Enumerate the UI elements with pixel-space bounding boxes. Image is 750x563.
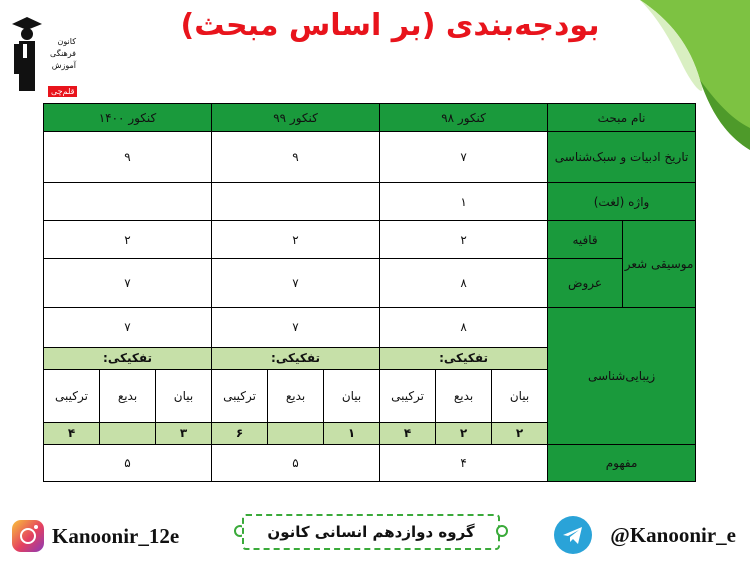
row-label-vocab: واژه (لغت) [548, 183, 696, 221]
header-row [44, 104, 696, 132]
breakdown-label-1400: تفکیکی: [44, 347, 212, 369]
cell-literature-99: ۹ [212, 132, 380, 183]
subheader-tarkibi-1400: ترکیبی [44, 369, 100, 422]
subheader-badi-99: بدیع [268, 369, 324, 422]
cell-aesthetics-98: ۸ [380, 307, 548, 347]
row-label-qafiyeh: قافیه [548, 221, 623, 259]
cell-concept-1400: ۵ [44, 444, 212, 481]
table-row [44, 307, 696, 347]
header-konkur-1400: کنکور ۱۴۰۰ [44, 104, 212, 132]
breakdown-bayan-1400: ۳ [156, 422, 212, 444]
table-row [44, 221, 696, 259]
subheader-bayan-1400: بیان [156, 369, 212, 422]
cell-vocab-99 [212, 183, 380, 221]
header-topic: نام مبحث [548, 104, 696, 132]
cell-qafiyeh-1400: ۲ [44, 221, 212, 259]
telegram-handle[interactable]: @Kanoonir_e [610, 522, 736, 547]
breakdown-bayan-99: ۱ [324, 422, 380, 444]
telegram-icon[interactable] [554, 516, 592, 554]
cell-qafiyeh-98: ۲ [380, 221, 548, 259]
breakdown-label-99: تفکیکی: [212, 347, 380, 369]
subheader-tarkibi-99: ترکیبی [212, 369, 268, 422]
subheader-bayan-99: بیان [324, 369, 380, 422]
cell-aruz-98: ۸ [380, 259, 548, 307]
cell-vocab-1400 [44, 183, 212, 221]
instagram-handle[interactable]: Kanoonir_12e [52, 523, 180, 548]
row-label-concept: مفهوم [548, 444, 696, 481]
row-label-aesthetics: زیبایی‌شناسی [548, 307, 696, 444]
breakdown-badi-1400 [100, 422, 156, 444]
cell-aesthetics-99: ۷ [212, 307, 380, 347]
telegram-handle-group[interactable] [554, 516, 736, 554]
breakdown-badi-99 [268, 422, 324, 444]
group-name: گروه دوازدهم انسانی کانون [242, 514, 500, 550]
group-banner [232, 508, 510, 554]
cell-aruz-99: ۷ [212, 259, 380, 307]
banner-dot-right [496, 525, 508, 537]
breakdown-bayan-98: ۲ [492, 422, 548, 444]
logo-line-3: آموزش [51, 61, 76, 70]
breakdown-tarkibi-1400: ۴ [44, 422, 100, 444]
row-label-aruz: عروض [548, 259, 623, 307]
table-row [44, 183, 696, 221]
cell-aesthetics-1400: ۷ [44, 307, 212, 347]
breakdown-label-98: تفکیکی: [380, 347, 548, 369]
cell-aruz-1400: ۷ [44, 259, 212, 307]
table-row [44, 132, 696, 183]
row-label-poetry-music: موسیقی شعر [623, 221, 696, 307]
logo-line-2: فرهنگی [50, 49, 76, 58]
breakdown-tarkibi-99: ۶ [212, 422, 268, 444]
instagram-handle-group[interactable] [12, 520, 179, 552]
subheader-bayan-98: بیان [492, 369, 548, 422]
breakdown-tarkibi-98: ۴ [380, 422, 436, 444]
page-title: بودجه‌بندی (بر اساس مبحث) [180, 8, 600, 43]
cell-literature-1400: ۹ [44, 132, 212, 183]
kanoon-logo [8, 14, 76, 100]
subheader-badi-98: بدیع [436, 369, 492, 422]
cell-vocab-98: ۱ [380, 183, 548, 221]
instagram-icon[interactable] [12, 520, 44, 552]
table-row [44, 444, 696, 481]
subheader-tarkibi-98: ترکیبی [380, 369, 436, 422]
budget-table [43, 103, 696, 482]
header-konkur-99: کنکور ۹۹ [212, 104, 380, 132]
telegram-plane-icon [554, 516, 592, 554]
subheader-badi-1400: بدیع [100, 369, 156, 422]
cell-concept-99: ۵ [212, 444, 380, 481]
header-konkur-98: کنکور ۹۸ [380, 104, 548, 132]
logo-badge: قلم‌چی [48, 86, 77, 97]
cell-literature-98: ۷ [380, 132, 548, 183]
cell-qafiyeh-99: ۲ [212, 221, 380, 259]
table-row [44, 259, 696, 307]
logo-line-1: کانون [57, 37, 76, 46]
graduate-figure-icon [10, 14, 44, 98]
row-label-literature: تاریخ ادبیات و سبک‌شناسی [548, 132, 696, 183]
cell-concept-98: ۴ [380, 444, 548, 481]
breakdown-badi-98: ۲ [436, 422, 492, 444]
